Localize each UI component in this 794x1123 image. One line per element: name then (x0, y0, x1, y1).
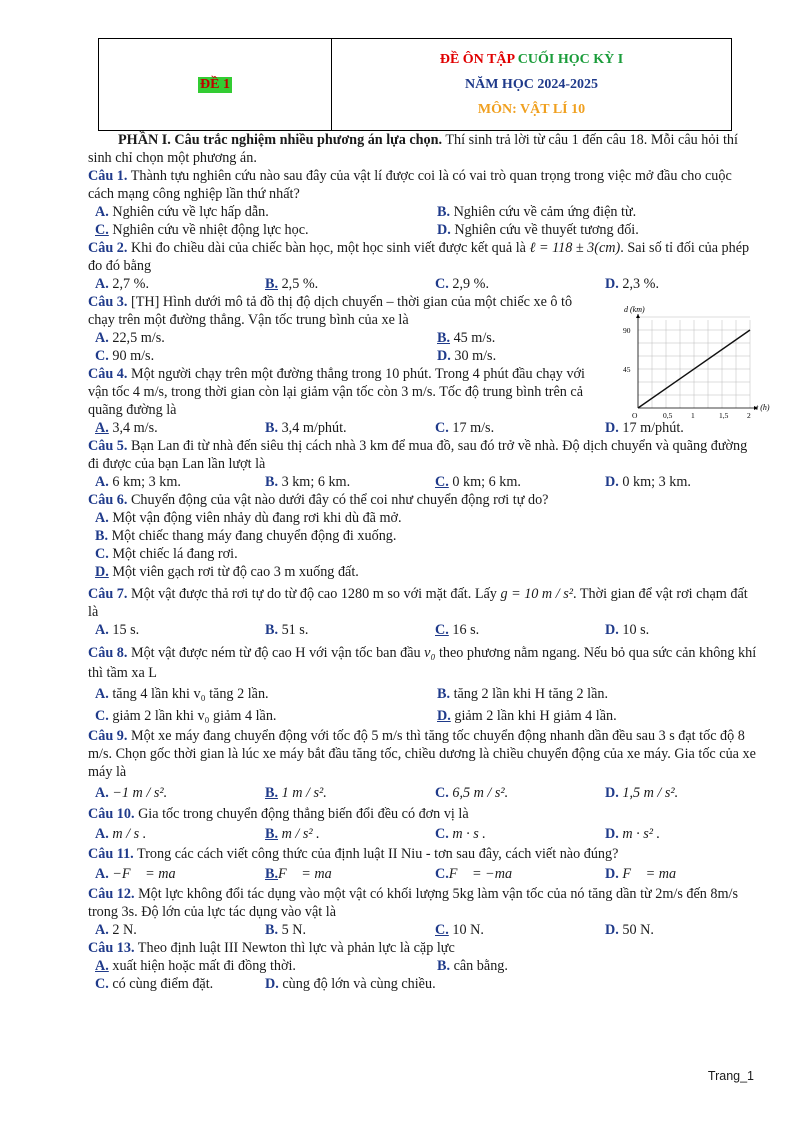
option-c: 17 m/s. (452, 420, 495, 436)
option-row-a (88, 509, 760, 527)
option-label: A. (95, 330, 109, 346)
options-row (88, 975, 760, 993)
option-b: Một chiếc thang máy đang chuyển động đi xuống. (111, 528, 397, 544)
question-text: Theo định luật III Newton thì lực và phản lực là cặp lực (134, 940, 455, 956)
option-d: 2,3 %. (622, 276, 659, 292)
question-10 (88, 805, 760, 823)
option-label: C. (95, 708, 109, 724)
option-a: −F⃗ = ma⃗ (112, 866, 187, 882)
option-label: D. (605, 420, 619, 436)
question-number: Câu 10. (88, 806, 135, 822)
option-d: Nghiên cứu về thuyết tương đối. (454, 222, 639, 238)
option-a: 22,5 m/s. (112, 330, 165, 346)
question-text: Một lực không đổi tác dụng vào một vật có khối lượng 5kg làm vận tốc của nó tăng dần từ 2m/s đến 8m/s trong 3s. Độ lớn của lực tác dụng vào vật là (88, 886, 739, 920)
graph-axes (636, 314, 758, 410)
option-label: C. (435, 866, 449, 882)
option-d: 0 km; 3 km. (622, 474, 691, 490)
option-row-c (88, 545, 760, 563)
option-a: 2 N. (112, 922, 137, 938)
question-3 (88, 293, 593, 329)
option-a: Nghiên cứu về lực hấp dẫn. (112, 204, 269, 220)
option-label-answer: B. (437, 330, 451, 346)
option-d: F⃗ = ma (622, 866, 677, 882)
question-8 (88, 643, 760, 683)
option-c: F⃗ = −ma⃗ (448, 866, 524, 882)
question-13 (88, 939, 760, 957)
option-b: Nghiên cứu về cảm ứng điện từ. (453, 204, 637, 220)
school-year: NĂM HỌC 2024-2025 (465, 76, 598, 92)
question-5 (88, 437, 760, 473)
option-d: Một viên gạch rơi từ độ cao 3 m xuống đất. (112, 564, 359, 580)
option-label-answer: B. (265, 866, 279, 882)
option-b: 5 N. (281, 922, 306, 938)
option-label-answer: C. (95, 222, 109, 238)
option-label: C. (95, 976, 109, 992)
option-d: 30 m/s. (454, 348, 497, 364)
option-label: A. (95, 785, 109, 801)
option-a: xuất hiện hoặc mất đi đồng thời. (112, 958, 296, 974)
option-b: 45 m/s. (453, 330, 496, 346)
option-a: −1 m / s². (112, 785, 168, 801)
option-label: D. (265, 976, 279, 992)
option-a: 3,4 m/s. (112, 420, 158, 436)
question-number: Câu 9. (88, 728, 128, 744)
page-number: Trang_1 (707, 1069, 754, 1083)
option-a: 2,7 %. (112, 276, 149, 292)
option-label: B. (265, 420, 279, 436)
option-label: D. (605, 276, 619, 292)
options-row (88, 275, 760, 293)
option-label-answer: A. (95, 420, 109, 436)
option-label: B. (437, 204, 451, 220)
option-label: A. (95, 826, 109, 842)
question-text: theo phương nằm ngang. Nếu bỏ qua sức cản không khí thì tầm xa L (88, 645, 757, 681)
y-axis-label: d (km) (624, 305, 645, 314)
option-label: D. (605, 622, 619, 638)
option-c: 6,5 m / s². (452, 785, 509, 801)
option-b: 3,4 m/phút. (281, 420, 347, 436)
option-b: cân bằng. (453, 958, 508, 974)
option-label-answer: C. (435, 922, 449, 938)
question-number: Câu 1. (88, 168, 128, 184)
option-label: A. (95, 276, 109, 292)
x-tick-label: 0,5 (663, 411, 673, 420)
option-label-answer: A. (95, 958, 109, 974)
exam-title-cell (332, 39, 731, 130)
option-label: C. (95, 348, 109, 364)
options-row (88, 347, 593, 365)
option-b: tăng 2 lần khi H tăng 2 lần. (453, 686, 609, 702)
question-number: Câu 8. (88, 645, 128, 661)
options-row (88, 621, 760, 639)
option-a: 6 km; 3 km. (112, 474, 181, 490)
option-label-answer: D. (95, 564, 109, 580)
option-b: 3 km; 6 km. (281, 474, 351, 490)
option-d: cùng độ lớn và cùng chiều. (282, 976, 436, 992)
x-axis-label: t (h) (756, 403, 770, 412)
exam-code-cell (99, 39, 332, 130)
option-label: B. (265, 474, 279, 490)
option-label: D. (605, 866, 619, 882)
option-row-b (88, 527, 760, 545)
option-label: C. (95, 546, 109, 562)
y-axis-arrow (636, 314, 640, 318)
option-d: 1,5 m / s². (622, 785, 679, 801)
question-number: Câu 4. (88, 366, 128, 382)
exam-title (440, 52, 623, 68)
question-number: Câu 7. (88, 586, 128, 602)
option-label: C. (435, 826, 449, 842)
option-label: C. (435, 420, 449, 436)
option-row-d (88, 563, 760, 581)
question-number: Câu 13. (88, 940, 135, 956)
option-a: 15 s. (112, 622, 140, 638)
options-row (88, 781, 760, 805)
option-a: tăng 4 lần khi v₀ tăng 2 lần. (112, 686, 269, 702)
options-row (88, 203, 760, 221)
x-tick-label: 2 (747, 411, 751, 420)
option-c: 0 km; 6 km. (452, 474, 521, 490)
options-row (88, 921, 760, 939)
option-c: Nghiên cứu về nhiệt động lực học. (112, 222, 309, 238)
question-number: Câu 2. (88, 240, 128, 256)
question-number: Câu 3. (88, 294, 128, 310)
option-b: m / s² . (281, 826, 320, 842)
question-text: [TH] Hình dưới mô tả đồ thị độ dịch chuyển – thời gian của một chiếc xe ô tô chạy trên một đường thẳng. Vận tốc trung bình của xe là (88, 294, 573, 328)
question-text: Gia tốc trong chuyển động thẳng biến đổi đều có đơn vị là (134, 806, 469, 822)
option-label-answer: B. (265, 785, 279, 801)
question-12 (88, 885, 760, 921)
option-b: 51 s. (281, 622, 309, 638)
option-c: 2,9 %. (452, 276, 489, 292)
question-text: Trong các cách viết công thức của định luật II Niu - tơn sau đây, cách viết nào đúng? (133, 846, 619, 862)
option-label: B. (265, 622, 279, 638)
question-6 (88, 491, 760, 509)
option-label: B. (437, 958, 451, 974)
question-text: Khi đo chiều dài của chiếc bàn học, một học sinh viết được kết quả là (127, 240, 530, 256)
option-c: có cùng điểm đặt. (112, 976, 214, 992)
exam-header (98, 38, 732, 131)
x-tick-label: 1 (691, 411, 695, 420)
option-b: F⃗ = ma⃗ (278, 866, 343, 882)
option-label-answer: D. (437, 708, 451, 724)
question-2 (88, 239, 760, 275)
option-c: 90 m/s. (112, 348, 155, 364)
question-3-block (88, 293, 593, 419)
question-text: Thành tựu nghiên cứu nào sau đây của vật lí được coi là có vai trò quan trọng trong việc mở đầu cho cuộc cách mạng công nghiệp lần thứ nhất? (88, 168, 732, 202)
question-text: . Sai số tỉ đối của phép đo đó bằng (88, 240, 750, 274)
question-4 (88, 365, 593, 419)
x-tick-label: O (632, 411, 638, 420)
option-label: D. (437, 222, 451, 238)
option-label-answer: B. (265, 826, 279, 842)
question-number: Câu 5. (88, 438, 128, 454)
question-text: . Thời gian để vật rơi chạm đất là (88, 586, 748, 620)
option-label: D. (605, 922, 619, 938)
question-number: Câu 11. (88, 846, 134, 862)
option-label: A. (95, 204, 109, 220)
option-c: 10 N. (452, 922, 484, 938)
subject: MÔN: VẬT LÍ 10 (477, 101, 586, 117)
part1-intro (88, 131, 760, 167)
displacement-time-graph (604, 304, 770, 424)
option-label: B. (95, 528, 109, 544)
formula: v₀ (424, 645, 436, 661)
exam-code: ĐỀ 1 (200, 76, 230, 92)
y-tick-label: 90 (623, 326, 631, 335)
option-c: giảm 2 lần khi v₀ giảm 4 lần. (112, 708, 277, 724)
option-label: D. (605, 474, 619, 490)
options-row (88, 957, 760, 975)
option-label: D. (605, 826, 619, 842)
question-9 (88, 727, 760, 781)
option-d: 17 m/phút. (622, 420, 684, 436)
question-1 (88, 167, 760, 203)
question-text: Một người chạy trên một đường thẳng trong 10 phút. Trong 4 phút đầu chạy với vận tốc 4 m/s, trong thời gian còn lại giảm vận tốc còn 3 m/s. Tốc độ trung bình trên cả quãng đường là (88, 366, 585, 418)
question-text: Một xe máy đang chuyển động với tốc độ 5 m/s thì tăng tốc chuyển động nhanh dần đều sau 3 s đạt tốc độ 8 m/s. Chọn gốc thời gian là lúc xe máy bắt đầu tăng tốc, chiều dương là chiều chuyển động của xe máy. Gia tốc của xe máy là (88, 728, 756, 780)
option-label-answer: B. (265, 276, 279, 292)
option-label: A. (95, 474, 109, 490)
x-tick-label: 1,5 (719, 411, 729, 420)
options-row (88, 823, 760, 845)
option-label-answer: C. (435, 622, 449, 638)
options-row (88, 683, 760, 705)
option-a: m / s . (112, 826, 147, 842)
part1-heading: PHẦN I. Câu trắc nghiệm nhiều phương án lựa chọn. (118, 132, 443, 148)
question-text: Một vật được ném từ độ cao H với vận tốc ban đầu (127, 645, 425, 661)
option-c: 16 s. (452, 622, 480, 638)
option-label: A. (95, 922, 109, 938)
options-row (88, 863, 760, 885)
option-label: B. (265, 922, 279, 938)
question-text: Một vật được thả rơi tự do từ độ cao 1280 m so với mặt đất. Lấy (127, 586, 501, 602)
option-label: A. (95, 510, 109, 526)
option-d: 50 N. (622, 922, 654, 938)
options-row (88, 473, 760, 491)
option-d: m · s² . (622, 826, 661, 842)
options-row (88, 705, 760, 727)
formula: g = 10 m / s² (500, 586, 573, 602)
option-b: 1 m / s². (281, 785, 327, 801)
question-text: Chuyển động của vật nào dưới đây có thể coi như chuyển động rơi tự do? (127, 492, 549, 508)
question-text: Bạn Lan đi từ nhà đến siêu thị cách nhà 3 km để mua đồ, sau đó trở về nhà. Độ dịch chuyển và quãng đường đi được của bạn Lan lần lượt là (88, 438, 748, 472)
option-label: A. (95, 866, 109, 882)
option-c: m · s . (452, 826, 486, 842)
formula: ℓ = 118 ± 3(cm) (529, 240, 621, 256)
title-part1: ĐỀ ÔN TẬP (439, 51, 518, 67)
option-label: C. (435, 785, 449, 801)
option-label: A. (95, 686, 109, 702)
option-d: 10 s. (622, 622, 650, 638)
part1-instruction: Thí sinh trả lời từ câu 1 đến câu 18. Mỗi câu hỏi thí sinh chỉ chọn một phương án. (88, 132, 738, 166)
option-label: B. (437, 686, 451, 702)
graph-grid (638, 317, 750, 408)
question-7 (88, 585, 760, 621)
option-a: Một vận động viên nhảy dù đang rơi khi dù đã mở. (112, 510, 402, 526)
options-row (88, 221, 760, 239)
option-label: D. (437, 348, 451, 364)
options-row (88, 329, 593, 347)
option-label-answer: C. (435, 474, 449, 490)
option-c: Một chiếc lá đang rơi. (112, 546, 238, 562)
question-number: Câu 12. (88, 886, 135, 902)
option-label: D. (605, 785, 619, 801)
y-tick-label: 45 (623, 365, 631, 374)
exam-body (88, 131, 760, 993)
title-part2: CUỐI HỌC KỲ I (517, 51, 624, 67)
option-label: A. (95, 622, 109, 638)
question-number: Câu 6. (88, 492, 128, 508)
option-d: giảm 2 lần khi H giảm 4 lần. (454, 708, 617, 724)
option-label: C. (435, 276, 449, 292)
option-b: 2,5 %. (281, 276, 319, 292)
question-11 (88, 845, 760, 863)
